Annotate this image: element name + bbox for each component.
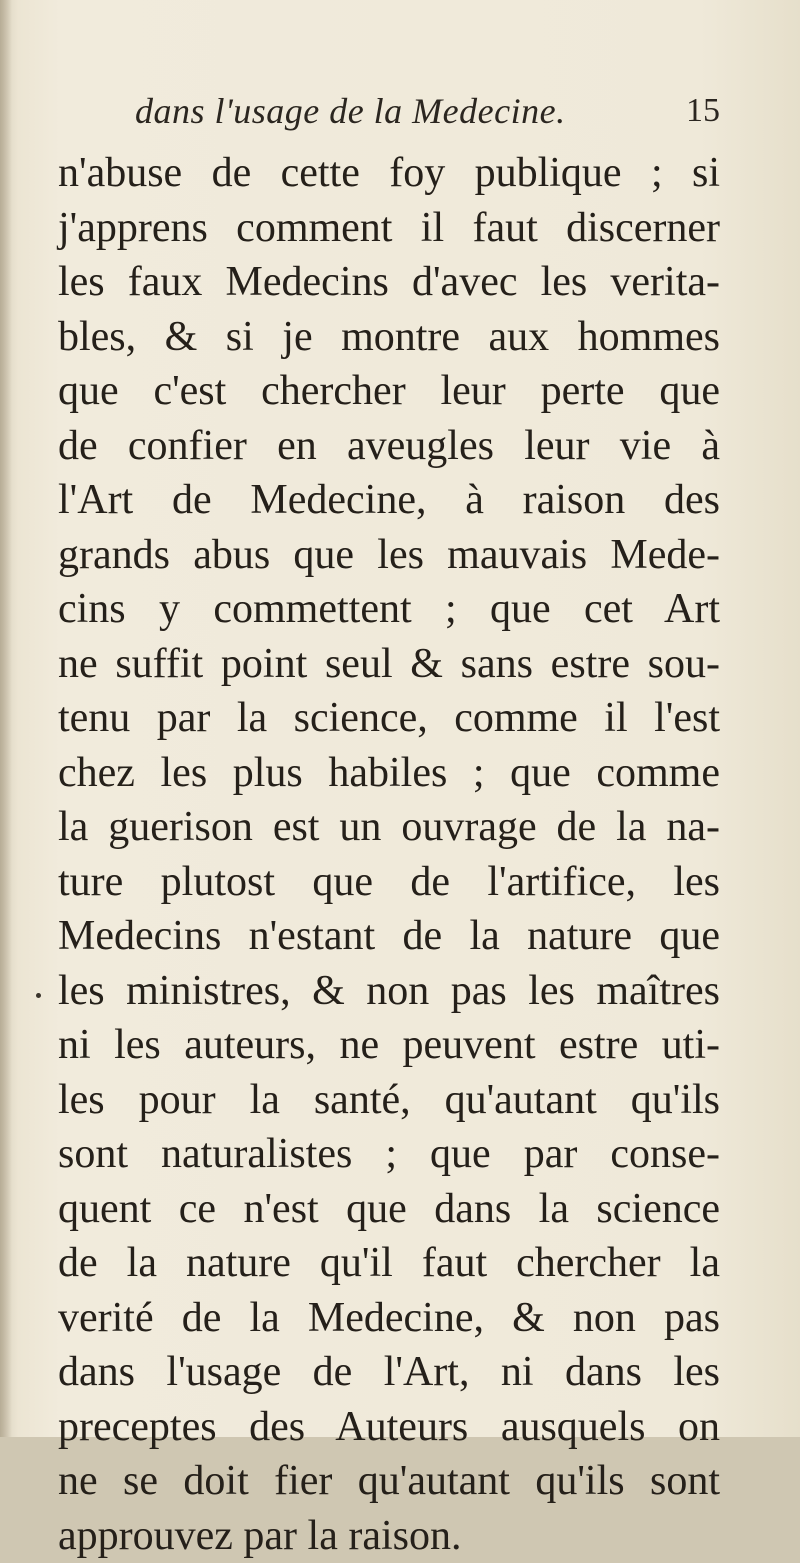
text-line: bles, & si je montre aux hommes bbox=[58, 310, 720, 365]
page-number: 15 bbox=[686, 92, 720, 130]
ink-speck bbox=[36, 993, 41, 998]
text-line: chez les plus habiles ; que comme bbox=[58, 746, 720, 801]
text-line: les faux Medecins d'avec les verita- bbox=[58, 255, 720, 310]
text-line: les pour la santé, qu'autant qu'ils bbox=[58, 1073, 720, 1128]
running-head bbox=[60, 90, 720, 140]
text-line: que c'est chercher leur perte que bbox=[58, 364, 720, 419]
text-line: la guerison est un ouvrage de la na- bbox=[58, 800, 720, 855]
text-line: preceptes des Auteurs ausquels on bbox=[58, 1400, 720, 1455]
gutter-shadow bbox=[0, 0, 12, 1437]
text-line: ne suffit point seul & sans estre sou- bbox=[58, 637, 720, 692]
text-line: approuvez par la raison. bbox=[58, 1509, 720, 1563]
text-line: dans l'usage de l'Art, ni dans les bbox=[58, 1345, 720, 1400]
text-line: ture plutost que de l'artifice, les bbox=[58, 855, 720, 910]
text-line: verité de la Medecine, & non pas bbox=[58, 1291, 720, 1346]
text-line: grands abus que les mauvais Mede- bbox=[58, 528, 720, 583]
body-text bbox=[58, 146, 720, 1563]
text-line: j'apprens comment il faut discerner bbox=[58, 201, 720, 256]
text-line: n'abuse de cette foy publique ; si bbox=[58, 146, 720, 201]
text-line: cins y commettent ; que cet Art bbox=[58, 582, 720, 637]
text-line: ne se doit fier qu'autant qu'ils sont bbox=[58, 1454, 720, 1509]
text-line: de confier en aveugles leur vie à bbox=[58, 419, 720, 474]
text-line: les ministres, & non pas les maîtres bbox=[58, 964, 720, 1019]
text-line: ni les auteurs, ne peuvent estre uti- bbox=[58, 1018, 720, 1073]
text-line: tenu par la science, comme il l'est bbox=[58, 691, 720, 746]
text-line: Medecins n'estant de la nature que bbox=[58, 909, 720, 964]
text-line: quent ce n'est que dans la science bbox=[58, 1182, 720, 1237]
text-line: de la nature qu'il faut chercher la bbox=[58, 1236, 720, 1291]
text-line: sont naturalistes ; que par conse- bbox=[58, 1127, 720, 1182]
running-title: dans l'usage de la Medecine. bbox=[135, 90, 566, 132]
text-line: l'Art de Medecine, à raison des bbox=[58, 473, 720, 528]
